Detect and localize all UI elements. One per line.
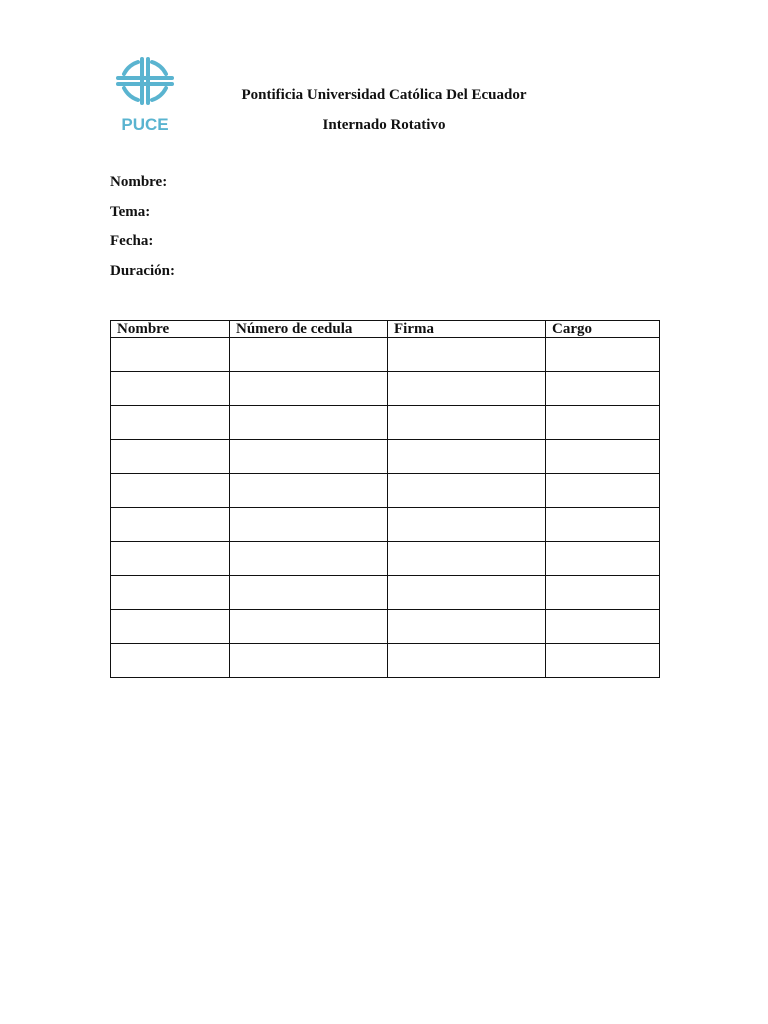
field-label-fecha: Fecha:	[110, 233, 154, 249]
table-row	[111, 576, 660, 610]
table-cell[interactable]	[388, 338, 546, 372]
table-cell[interactable]	[111, 440, 230, 474]
table-cell[interactable]	[546, 338, 660, 372]
table-row	[111, 644, 660, 678]
table-cell[interactable]	[111, 610, 230, 644]
column-header-firma: Firma	[388, 321, 546, 338]
table-row	[111, 338, 660, 372]
column-header-cedula: Número de cedula	[230, 321, 388, 338]
form-fields	[110, 173, 510, 291]
table-cell[interactable]	[388, 440, 546, 474]
table-cell[interactable]	[388, 372, 546, 406]
table-cell[interactable]	[546, 644, 660, 678]
table-cell[interactable]	[546, 440, 660, 474]
column-header-nombre: Nombre	[111, 321, 230, 338]
table-row	[111, 440, 660, 474]
table-cell[interactable]	[111, 372, 230, 406]
table-cell[interactable]	[230, 644, 388, 678]
table-cell[interactable]	[546, 474, 660, 508]
table-row	[111, 508, 660, 542]
table-cell[interactable]	[546, 542, 660, 576]
table-row	[111, 406, 660, 440]
table-header-row	[111, 321, 660, 338]
table-row	[111, 372, 660, 406]
table-cell[interactable]	[111, 576, 230, 610]
table-cell[interactable]	[230, 338, 388, 372]
table-row	[111, 542, 660, 576]
table-cell[interactable]	[388, 576, 546, 610]
table-row	[111, 474, 660, 508]
table-cell[interactable]	[111, 644, 230, 678]
table-cell[interactable]	[230, 474, 388, 508]
document-subtitle: Internado Rotativo	[322, 117, 446, 133]
column-header-cargo: Cargo	[546, 321, 660, 338]
table-cell[interactable]	[388, 610, 546, 644]
field-fecha	[110, 232, 510, 262]
table-cell[interactable]	[388, 474, 546, 508]
table-cell[interactable]	[546, 372, 660, 406]
table-cell[interactable]	[388, 508, 546, 542]
field-nombre	[110, 173, 510, 203]
table-cell[interactable]	[546, 576, 660, 610]
table-cell[interactable]	[230, 576, 388, 610]
field-label-tema: Tema:	[110, 203, 151, 220]
table-cell[interactable]	[230, 406, 388, 440]
table-cell[interactable]	[111, 338, 230, 372]
table-cell[interactable]	[546, 406, 660, 440]
field-tema	[110, 203, 510, 233]
table-cell[interactable]	[388, 644, 546, 678]
institution-title: Pontificia Universidad Católica Del Ecuador	[241, 87, 527, 103]
table-cell[interactable]	[111, 542, 230, 576]
table-cell[interactable]	[388, 542, 546, 576]
table-cell[interactable]	[230, 372, 388, 406]
field-label-nombre: Nombre:	[110, 174, 168, 190]
table-cell[interactable]	[111, 406, 230, 440]
table-cell[interactable]	[230, 610, 388, 644]
table-cell[interactable]	[230, 508, 388, 542]
table-cell[interactable]	[111, 508, 230, 542]
attendance-table	[110, 320, 660, 678]
table-body	[111, 338, 660, 678]
logo-text: PUCE	[121, 115, 169, 134]
field-label-duracion: Duración:	[110, 262, 175, 279]
table-cell[interactable]	[230, 440, 388, 474]
table-cell[interactable]	[546, 508, 660, 542]
table-row	[111, 610, 660, 644]
field-duracion	[110, 262, 510, 292]
table-cell[interactable]	[230, 542, 388, 576]
table-cell[interactable]	[388, 406, 546, 440]
table-cell[interactable]	[111, 474, 230, 508]
table-cell[interactable]	[546, 610, 660, 644]
